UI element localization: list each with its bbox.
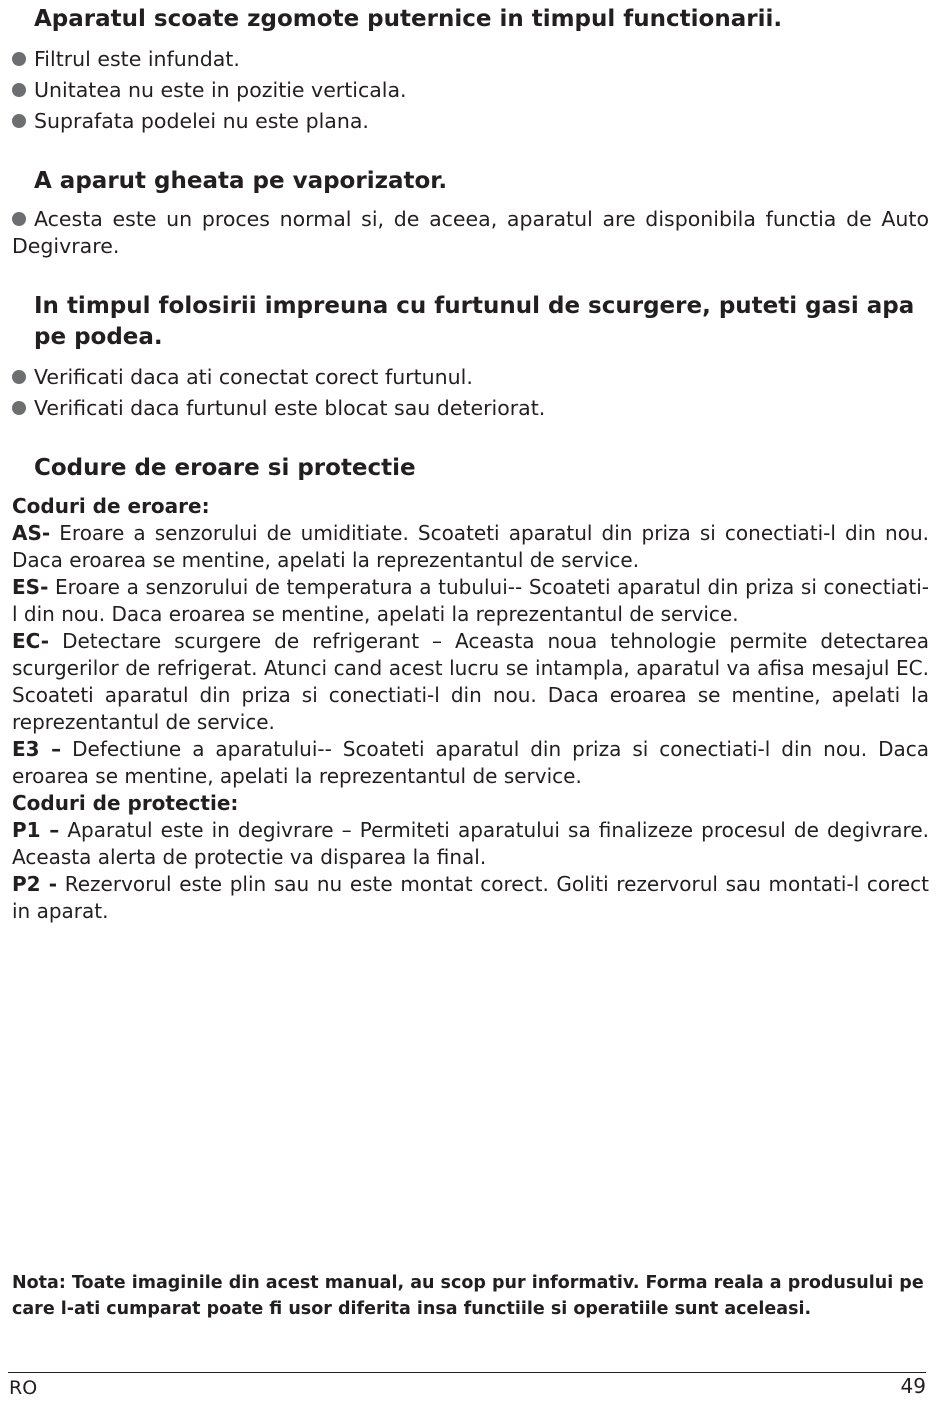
heading-ice: A aparut gheata pe vaporizator. [34,168,448,194]
code-description: Defectiune a aparatului-- Scoateti aparatul din priza si conectiati-l din nou. Daca eroarea se mentine, apelati la reprezentantul de service. [12,737,929,788]
bullet-item [12,45,240,73]
footer-language: RO [9,1377,38,1399]
bullet-dot-icon [12,212,26,226]
disclaimer-note: Nota: Toate imaginile din acest manual, au scop pur informativ. Forma reala a produsului pe care l-ati cumparat poate fi usor diferita insa functiile si operatiile sunt aceleasi. [12,1273,924,1319]
bullet-text: Filtrul este infundat. [34,47,240,71]
heading-noise: Aparatul scoate zgomote puternice in timpul functionarii. [34,6,783,32]
code-label: P1 – [12,818,60,842]
bullet-dot-icon [12,83,26,97]
bullet-dot-icon [12,114,26,128]
bullet-item [12,394,545,422]
code-label: E3 – [12,737,62,761]
bullet-text: Verificati daca furtunul este blocat sau deteriorat. [34,396,546,420]
error-codes-title: Coduri de eroare: [12,494,210,518]
code-description: Rezervorul este plin sau nu este montat corect. Goliti rezervorul sau montati-l corect in aparat. [12,872,930,923]
code-description: Eroare a senzorului de temperatura a tubului-- Scoateti aparatul din priza si conectiati-l din nou. Daca eroarea se mentine, apelati la reprezentantul de service. [12,575,929,626]
codes-block [12,493,929,925]
code-description: Detectare scurgere de refrigerant – Aceasta noua tehnologie permite detectarea scurgerilor de refrigerat. Atunci cand acest lucru se intampla, aparatul va afisa mesajul EC. Scoateti aparatul din priza si conectiati-l din nou. Daca eroarea se mentine, apelati la reprezentantul de service. [12,629,929,734]
code-label: AS- [12,521,51,545]
error-code-entry [12,574,929,628]
bullet-dot-icon [12,52,26,66]
bullet-text: Suprafata podelei nu este plana. [34,109,369,133]
heading-drain-hose: In timpul folosirii impreuna cu furtunul de scurgere, puteti gasi apa pe podea. [34,293,915,350]
bullet-text: Unitatea nu este in pozitie verticala. [34,78,407,102]
code-label: EC- [12,629,50,653]
code-label: ES- [12,575,49,599]
code-label: P2 - [12,872,58,896]
bullet-item [12,363,473,391]
page-number: 49 [900,1374,926,1398]
bullet-dot-icon [12,370,26,384]
bullet-item [12,107,369,135]
protection-codes-title: Coduri de protectie: [12,791,239,815]
protection-code-entry [12,871,929,925]
bullet-dot-icon [12,401,26,415]
heading-codes: Codure de eroare si protectie [34,455,416,481]
paragraph-defrost [12,206,929,260]
error-code-entry [12,520,929,574]
code-description: Aparatul este in degivrare – Permiteti aparatului sa finalizeze procesul de degivrare. Aceasta alerta de protectie va disparea la final. [12,818,930,869]
bullet-text: Verificati daca ati conectat corect furtunul. [34,365,473,389]
error-code-entry [12,628,929,736]
code-description: Eroare a senzorului de umiditiate. Scoateti aparatul din priza si conectiati-l din nou. Daca eroarea se mentine, apelati la reprezentantul de service. [12,521,929,572]
paragraph-text: Acesta este un proces normal si, de aceea, aparatul are disponibila functia de Auto Degivrare. [12,207,929,258]
error-code-entry [12,736,929,790]
footer-divider [8,1372,926,1373]
protection-code-entry [12,817,929,871]
bullet-item [12,76,407,104]
